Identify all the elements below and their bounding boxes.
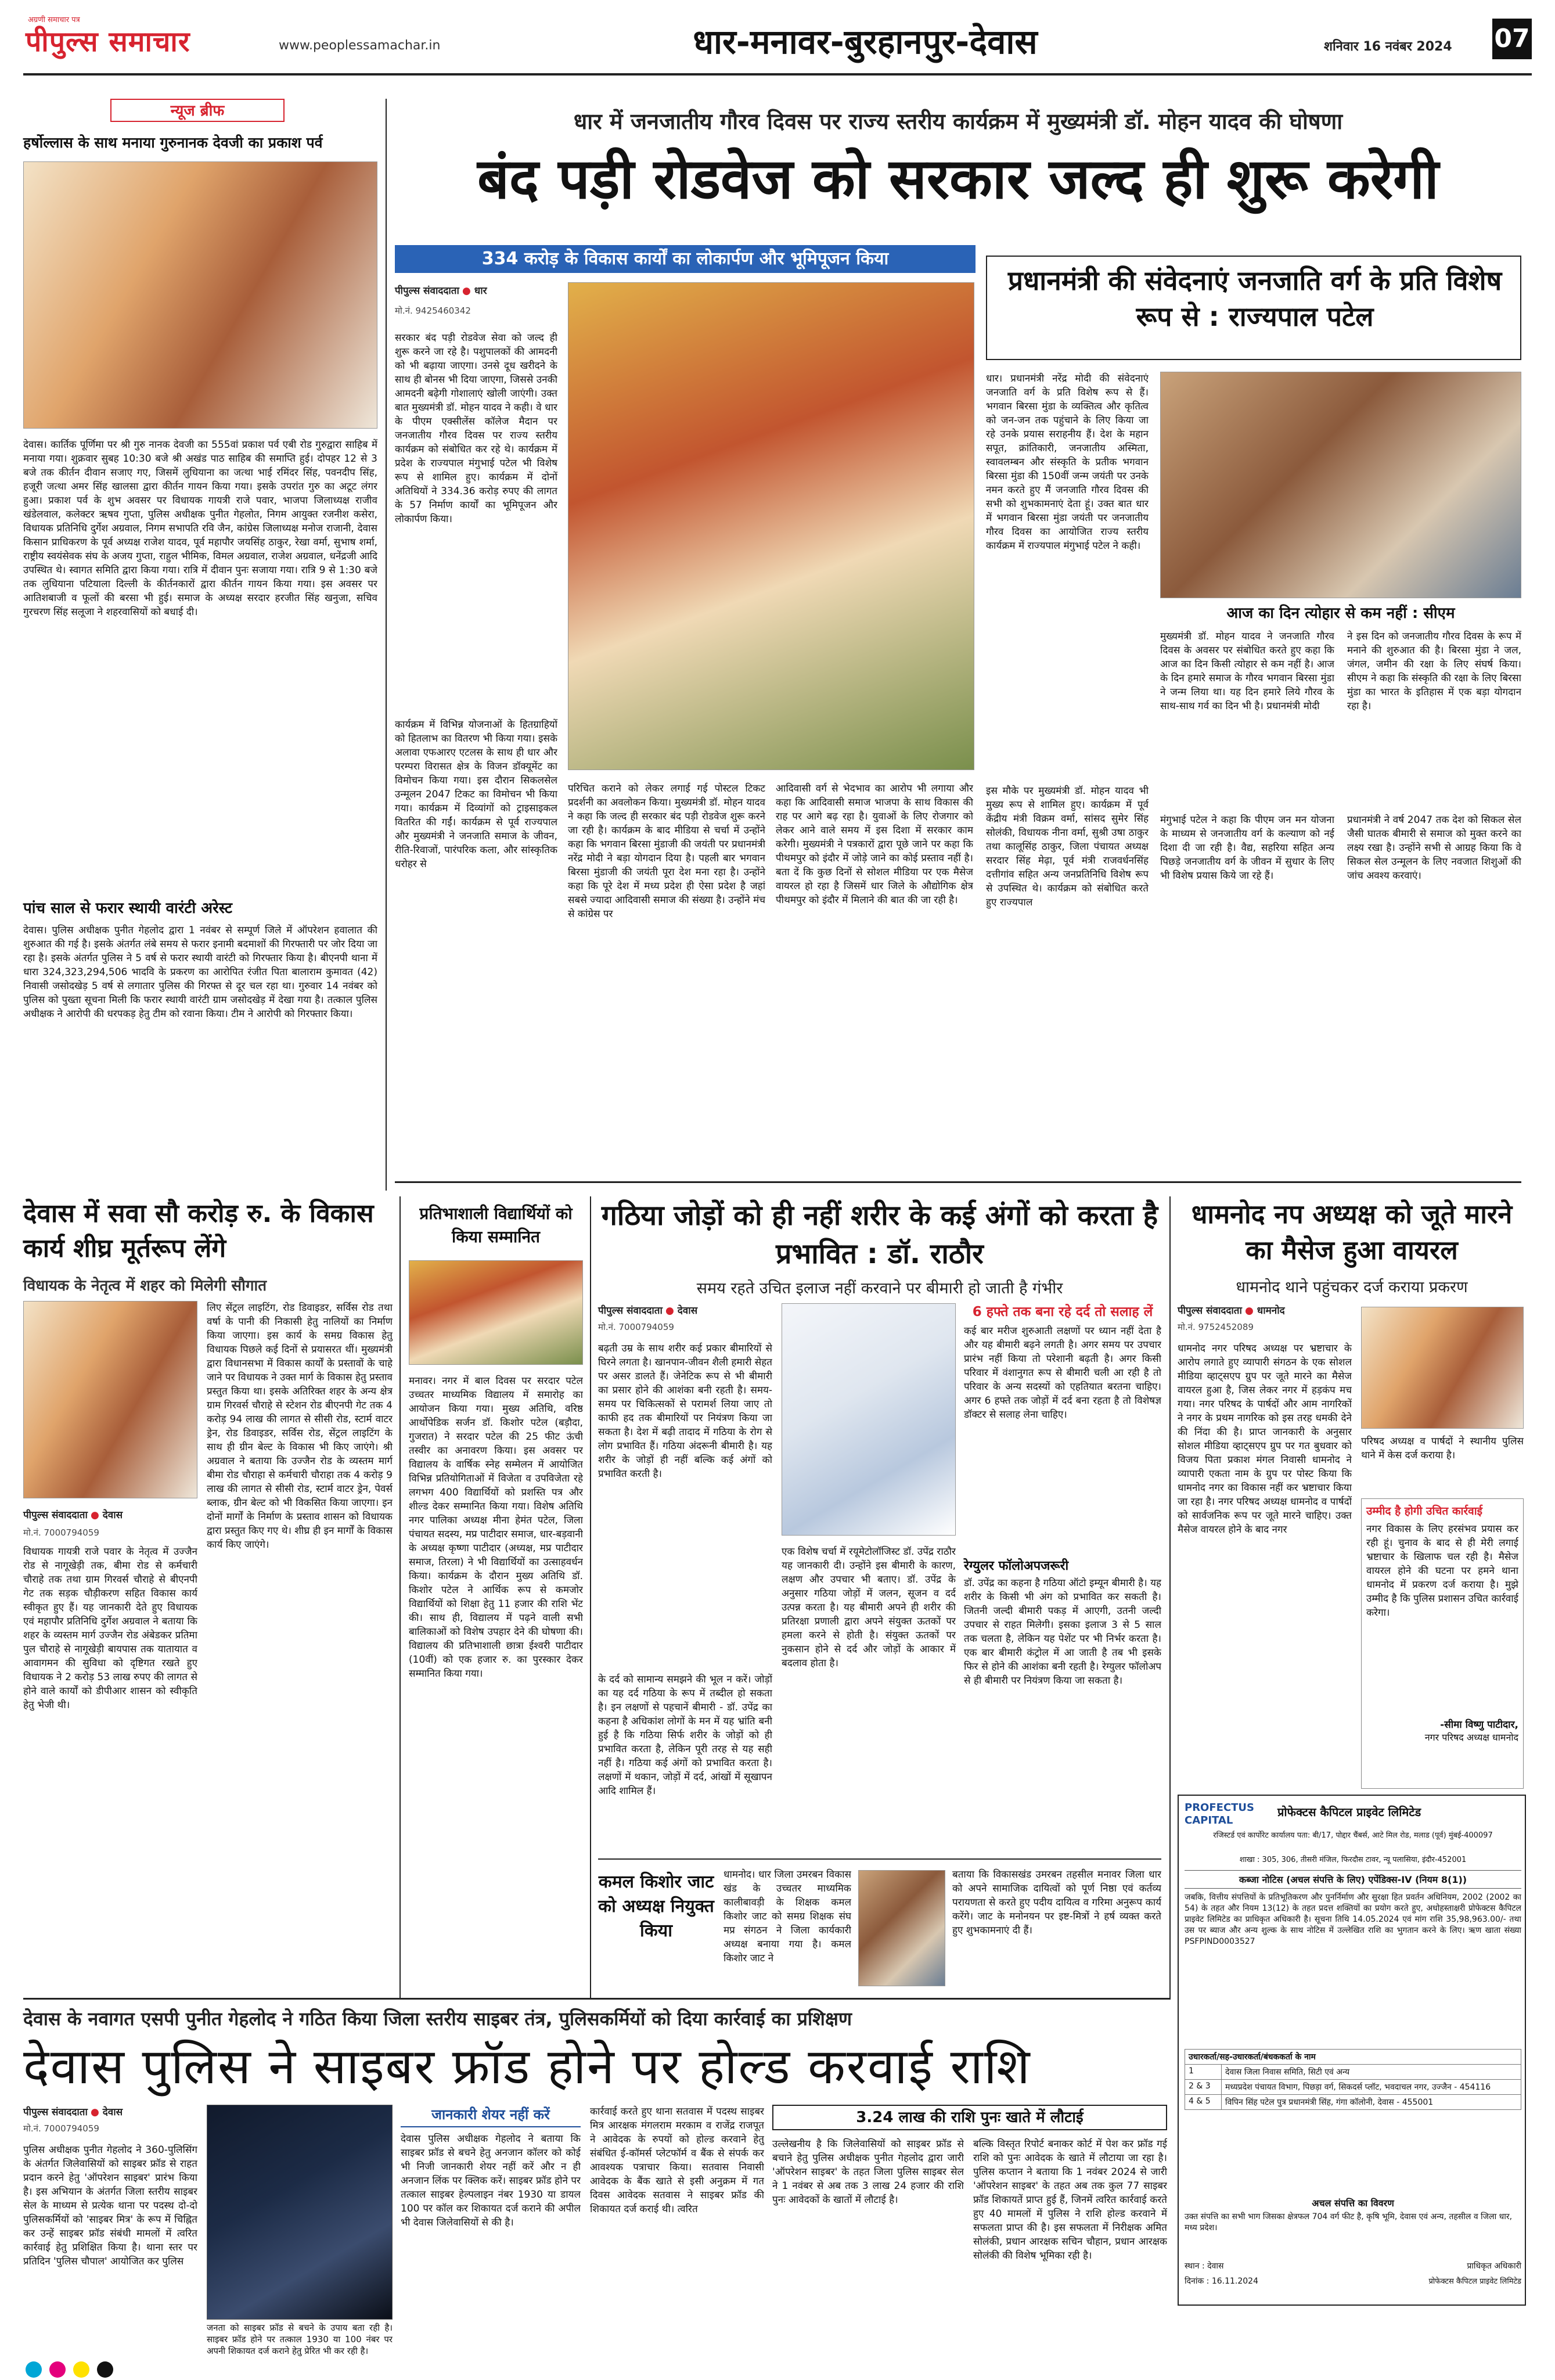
gov-headline: प्रधानमंत्री की संवेदनाएं जनजाति वर्ग के प्रति विशेष रूप से : राज्यपाल पटेल [1007,265,1502,332]
dhamnod-byline: पीपुल्स संवाददाता [1178,1305,1242,1317]
kamal-col1: धामनोद। धार जिला उमरबन विकास खंड के उच्चतर माध्यमिक कालीबावड़ी के शिक्षक कमल किशोर जाट को समग्र शिक्षक संघ मप्र संगठन ने जिला कार्यकारी अध्यक्ष बनाया गया है। कमल किशोर जाट ने [723,1869,851,1964]
gathiya-col1: बढ़ती उम्र के साथ शरीर कई प्रकार बीमारियों से घिरने लगता है। खानपान-जीवन शैली हमारी सेहत पर असर डालते हैं। जेनेटिक रूप से भी बीमारी का प्रसार होने की आशंका बनी रहती है। समय-समय पर चिकित्सकों से परामर्श लिया जाए तो काफी हद तक बीमारियों पर नियंत्रण किया जा सकता है। देश में बढ़ी तादाद में गठिया के रोग से लोग प्रभावित हैं। गठिया अंदरूनी बीमारी है। यह शरीर के जोड़ों ही नहीं बल्कि कई अंगों को प्रभावित करती है। [598,1343,772,1480]
notice-company: प्रोफेक्टस कैपिटल प्राइवेट लिमिटेड [1277,1805,1421,1819]
kamal-top-rule [598,1858,1161,1860]
dewas-place: देवास [102,1509,123,1521]
notice-row: 2 & 3 मध्यप्रदेश पंचायत विभाग, पिछड़ा वर्ग, सिकदर्स प्लॉट, भवदाचल नगर, उज्जैन - 454116 [1185,2080,1521,2095]
lead-kicker: धार में जनजातीय गौरव दिवस पर राज्य स्तरीय कार्यक्रम में मुख्यमंत्री डॉ. मोहन यादव की घोषणा [573,109,1343,134]
cyan-dot [26,2361,42,2378]
gathiya-box-title: 6 हफ्ते तक बना रहे दर्द तो सलाह लें [972,1304,1153,1320]
students-photo [409,1260,583,1365]
notice-date: दिनांक : 16.11.2024 [1185,2277,1258,2286]
notice-title: कब्जा नोटिस (अचल संपत्ति के लिए) एपेंडिक्स-IV (नियम 8(1)) [1185,1870,1521,1889]
lead-byline-block: पीपुल्स संवाददाता ● धार मो.नं. 9425460342 [395,283,546,317]
notice-table-header: उधारकर्ता/सह-उधारकर्ता/बंधककर्ता के नाम [1185,2050,1521,2065]
cyber-box2-title: 3.24 लाख की राशि पुनः खाते में लौटाई [772,2105,1167,2130]
masthead-rule [23,73,1532,76]
kamal-col2: बताया कि विकासखंड उमरबन तहसील मनावर जिला धार को अपने सामाजिक दायित्वों को पूर्ण निष्ठा एवं कर्तव्य परायणता से करते हुए पदीय दायित्व व गरिमा अनुरूप कार्य करेंगे। जाट के मनोनयन पर इष्ट-मित्रों ने हर्ष व्यक्त करते हुए शुभकामनाएं दी हैं। [952,1869,1161,1936]
cyber-place: देवास [102,2106,123,2118]
lead-photo-main [568,282,974,770]
dewas-col1: विधायक गायत्री राजे पवार के नेतृत्व में उज्जैन रोड से नागूखेड़ी तक, बीमा रोड से कर्मचारी चौराहे तक तथा ग्राम गिरवर्स चौराहे से बीएनपी गेट तक सड़क चौड़ीकरण सहित विकास कार्य स्वीकृत हुए हैं। यह जानकारी देते हुए विधायक एवं महापौर प्रतिनिधि दुर्गेश अग्रवाल ने बताया कि शहर के व्यस्तम मार्ग उज्जैन रोड अंबेडकर प्रतिमा पुल चौराहे से नागूखेड़ी बायपास तक यातायात व आवागमन की सुविधा को दृष्टिगत रखते हुए विधायक ने 2 करोड़ 53 लाख रुपए की लागत से होने वाले कार्यों को डीपीआर शासन को स्वीकृति हेतु भेजी थी। [23,1546,197,1711]
dhamnod-mobile: मो.नं. 9752452089 [1178,1322,1254,1332]
cyber-col3: कार्रवाई करते हुए थाना सतवास में पदस्थ साइबर मित्र आरक्षक मंगलराम मरकाम व राजेंद्र राजपूत ने आवेदक के रुपयों को होल्ड करवाने हेतु संबंधित ई-कॉमर्स प्लेटफॉर्म व बैंक से संपर्क कर आवश्यक पत्राचार किया। सतवास निवासी आवेदक के बैंक खाते से इसी अनुक्रम में गत दिवस आवेदक सतवास ने साइबर फ्रॉड की शिकायत दर्ज कराई थी। त्वरित [590,2106,764,2215]
lead-bottom-rule [395,1181,1521,1183]
cyber-box-body: देवास पुलिस अधीक्षक गेहलोद ने बताया कि साइबर फ्रॉड से बचने हेतु अनजान कॉलर को कोई भी निजी जानकारी शेयर नहीं करें और न ही अनजान लिंक पर क्लिक करें। साइबर फ्रॉड होने पर तत्काल साइबर हेल्पलाइन नंबर 1930 या डायल 100 पर कॉल कर शिकायत दर्ज कराने की अपील भी देवास जिलेवासियों से की है। [401,2133,581,2228]
gathiya-box-body: कई बार मरीज शुरुआती लक्षणों पर ध्यान नहीं देता है और यह बीमारी बढ़ने लगती है। अगर समय पर उपचार प्रारंभ नहीं किया तो परेशानी बढ़ती है। अगर किसी परिवार में वंशानुगत रूप से बीमारी चली आ रही है तो परिवार के अन्य सदस्यों को एहतियात बरतना चाहिए। अगर 6 हफ्ते तक जोड़ों में दर्द बना रहता है तो विशेषज्ञ डॉक्टर से सलाह लेना चाहिए। [964,1325,1161,1421]
notice-property-title: अचल संपत्ति का विवरण [1312,2198,1394,2209]
yellow-dot [73,2361,89,2378]
section-title: धार-मनावर-बुरहानपुर-देवास [693,22,1038,62]
notice-body: जबकि, वित्तीय संपत्तियों के प्रतिभूतिकरण और पुनर्निर्माण और सुरक्षा हित प्रवर्तन अधिनियम, 2002 (2002 का 54) के तहत और नियम 13(12) के तहत प्रदत्त शक्तियों का प्रयोग करते हुए, अधोहस्ताक्षरी प्रोफेक्टस कैपिटल प्राइवेट लिमिटेड का प्राधिकृत अधिकारी है। सूचना तिथि 14.05.2024 एवं मांग राशि 35,98,963.00/- तथा उस पर ब्याज और अन्य शुल्क के साथ नोटिस में उल्लेखित राशि का भुगतान करने के लिए। ऋण खाता संख्या PSFPIND0003527 [1185,1893,1521,1946]
page-number: 07 [1492,19,1532,59]
dewas-mobile: मो.नं. 7000794059 [23,1527,99,1538]
cyber-col1: पुलिस अधीक्षक पुनीत गेहलोद ने 360-पुलिसिंग के अंतर्गत जिलेवासियों को साइबर फ्रॉड से राहत प्रदान करने हेतु 'ऑपरेशन साइबर' प्रारंभ किया है। इस अभियान के अंतर्गत जिला स्तरीय साइबर सेल के माध्यम से प्रत्येक थाना पर पदस्थ दो-दो पुलिसकर्मियों को 'साइबर मित्र' के रूप में चिह्नित कर उन्हें साइबर फ्रॉड संबंधी मामलों में त्वरित कार्रवाई हेतु प्रशिक्षित किया है। थाना स्तर पर प्रतिदिन 'पुलिस चौपाल' आयोजित कर पुलिस [23,2144,197,2267]
magenta-dot [49,2361,66,2378]
gathiya-col2: एक विशेष चर्चा में रयूमेटोलॉजिस्ट डॉ. उपेंद्र राठौर यह जानकारी दी। उन्होंने इस बीमारी के कारण, लक्षण और उपचार भी बताए। डॉ. उपेंद्र के अनुसार गठिया जोड़ों में जलन, सूजन व दर्द उत्पन्न करता है। यह बीमारी अपने ही शरीर की प्रतिरक्षा प्रणाली द्वारा अपने संयुक्त ऊतकों पर हमला करने से होती है। संयुक्त ऊतकों पर नुकसान होने से दर्द और जोड़ों के आकार में बदलाव होता है। [782,1546,956,1669]
brief-1-body: देवास। कार्तिक पूर्णिमा पर श्री गुरु नानक देवजी का 555वां प्रकाश पर्व एबी रोड गुरुद्वारा साहिब में मनाया गया। शुक्रवार सुबह 10:30 बजे श्री अखंड पाठ साहिब की समाप्ति हुई। दोपहर 12 से 3 बजे तक कीर्तन दीवान सजाए गए, जिसमें लुधियाना का जत्था भाई रमिंदर सिंह, पवनदीप सिंह, हजूरी जत्था अमर सिंह खालसा द्वारा कीर्तन गायन किया गया। इसके उपरांत गुरु का अटूट लंगर हुआ। प्रकाश पर्व के शुभ अवसर पर विधायक गायत्री राजे पवार, भाजपा जिलाध्यक्ष राजीव खंडेलवाल, कलेक्टर ऋषव गुप्ता, पुलिस अधीक्षक पुनीत गेहलोत, निगम आयुक्त रजनीश कसेरा, विधायक प्रतिनिधि दुर्गेश अग्रवाल, निगम सभापति रवि जैन, कांग्रेस जिलाध्यक्ष मनोज राजानी, देवास किसान प्राधिकरण के पूर्व अध्यक्ष राजेश यादव, पूर्व महापौर जयसिंह ठाकुर, रेखा वर्मा, सुभाष शर्मा, राष्ट्रीय स्वयंसेवक संघ के अजय गुप्ता, राहुल भीमिक, विमल अग्रवाल, राजेश अग्रवाल, धनेंद्रजी आदि उपस्थित थे। स्वागत समिति द्वारा किया गया। रात्रि में दीवान पुनः सजाया गया। रात्रि 9 से 1:30 बजे तक लुधियाना पटियाला दिल्ली के कीर्तनकारों द्वारा कीर्तन गायन किया गया। इस अवसर पर आतिशबाजी व फूलों की बरसा भी हुई। समाज के अध्यक्ष सरदार हरजीत सिंह खनुजा, सचिव गुरचरण सिंह सलूजा ने शहरवासियों को बधाई दी। [23,439,377,618]
gathiya-col4-title: रेग्युलर फॉलोअपजरूरी [964,1559,1069,1573]
brand-tag: अग्रणी समाचार पत्र [28,16,80,24]
cyber-col4: उल्लेखनीय है कि जिलेवासियों को साइबर फ्रॉड से बचाने हेतु पुलिस अधीक्षक पुनीत गेहलोद द्वारा जारी 'ऑपरेशन साइबर' के तहत जिला पुलिस साइबर सेल ने 1 नवंबर से अब तक 3 लाख 24 हजार की राशि पुनः आवेदकों के खातों में लौटाई है। [772,2138,964,2206]
dhamnod-quote-box [1361,1498,1524,1789]
cm-box-title: आज का दिन त्योहार से कम नहीं : सीएम [1160,602,1521,625]
dewas-byline: पीपुल्स संवाददाता [23,1509,88,1521]
cyber-col5: बल्कि विस्तृत रिपोर्ट बनाकर कोर्ट में पेश कर फ्रॉड गई राशि को पुनः आवेदक के खाते में लौटाया जा रहा है। पुलिस कप्तान ने बताया कि 1 नवंबर 2024 से जारी 'ऑपरेशन साइबर' के तहत अब तक कुल 77 साइबर फ्रॉड शिकायतें प्राप्त हुई हैं, जिनमें त्वरित कार्रवाई करते हुए 40 मामलों में पुलिस ने राशि होल्ड करवाने में सफलता प्राप्त की है। इस सफलता में निरीक्षक अमित सोलंकी, प्रधान आरक्षक सचिन चौहान, प्रधान आरक्षक सोलंकी की विशेष भूमिका रही है। [973,2138,1167,2262]
notice-address: रजिस्टर्ड एवं कार्पोरेट कार्यालय पता: बी/17, पोद्दार चैंबर्स, आटे मिल रोड, मलाड (पूर्व) मुंबई-400097 [1213,1831,1493,1840]
brand-logo: पीपुल्स समाचार [26,26,190,58]
lead-col3: आदिवासी वर्ग से भेदभाव का आरोप भी लगाया और कहा कि आदिवासी समाज भाजपा के साथ विकास की राह पर आगे बढ़ रहा है। युवाओं के लिए रोजगार को लेकर आने वाले समय में इस दिशा में सरकार काम करेगी। मुख्यमंत्री ने पत्रकारों द्वारा पूछे जाने पर कहा कि पीथमपुर को इंदौर में जोड़े जाने का कोई प्रस्ताव नहीं है। बता दें कि कुछ दिनों से सोशल मीडिया पर एक मैसेज वायरल हो रहा है जिसमें धार जिले के औद्योगिक क्षेत्र पीथमपुर को इंदौर में मिलाने की बात की जा रही है। [776,783,973,906]
gathiya-byline-block: पीपुल्स संवाददाता ● देवास मो.नं. 7000794059 [598,1303,772,1333]
lead-strap: 334 करोड़ के विकास कार्यों का लोकार्पण और भूमिपूजन किया [395,245,976,273]
lead-col1b: कार्यक्रम में विभिन्न योजनाओं के हितग्राहियों को हितलाभ का वितरण भी किया गया। इसके अलावा एफआरए एटलस के साथ ही धार और परम्परा विरासत क्षेत्र के विजन डॉक्यूमेंट का विमोचन किया गया। इस दौरान सिकलसेल उन्मूलन 2047 टिकट का विमोचन भी किया गया। कार्यक्रम में दिव्यांगों को ट्राइसाइकल वितरित की गईं। कार्यक्रम से पूर्व राज्यपाल और मुख्यमंत्री ने जनजाति समाज के जीवन, रीति-रिवाजों, पारंपरिक कला, और सांस्कृतिक धरोहर से [395,719,557,870]
cyber-mobile: मो.नं. 7000794059 [23,2123,99,2134]
notice-sign: प्राधिकृत अधिकारी [1467,2262,1521,2271]
gov-col1: धार। प्रधानमंत्री नरेंद्र मोदी की संवेदनाएं जनजाति वर्ग के प्रति विशेष रूप से हैं। भगवान बिरसा मुंडा के व्यक्तित्व और कृतित्व को जन-जन तक पहुंचाने के लिए किया जा रहे उनके प्रयास सराहनीय हैं। देश के महान सपूत, क्रांतिकारी, जनजातीय अस्मिता, स्वावलम्बन और संस्कृति के प्रतीक भगवान बिरसा मुंडा की 150वीं जन्म जयंती पर उनके नमन करते हुए मैं जनजाति गौरव दिवस की सभी को शुभकामनाएं देता हूं। उक्त बात धार में भगवान बिरसा मुंडा जयंती पर जनजातीय गौरव दिवस का आयोजित राज्य स्तरीय कार्यक्रम में राज्यपाल मंगुभाई पटेल ने कही। [986,373,1149,552]
dhamnod-quote-by: -सीमा विष्णु पाटीदार, [1440,1719,1518,1731]
col-divider-3 [590,1196,591,1998]
lead-headline: बंद पड़ी रोडवेज को सरकार जल्द ही शुरू करेगी [477,146,1439,211]
gathiya-col3: के दर्द को सामान्य समझने की भूल न करें। जोड़ों का यह दर्द गठिया के रूप में तब्दील हो सकता है। इन लक्षणों से पहचानें बीमारी - डॉ. उपेंद्र का कहना है अधिकांश लोगों के मन में यह भ्रांति बनी हुई है कि गठिया सिर्फ शरीर के जोड़ों को ही प्रभावित करता है, लेकिन पूरी तरह से यह सही नहीं है। गठिया कई अंगों को प्रभावित करता है। लक्षणों में थकान, जोड़ों में दर्द, आंखों में सूखापन आदि शामिल हैं। [598,1674,772,1797]
dhamnod-photo [1361,1307,1524,1429]
brief-2-title: पांच साल से फरार स्थायी वारंटी अरेस्ट [23,900,233,917]
notice-table [1185,2049,1521,2110]
notice-row: 1 देवास जिला निवास समिति, सिटी एवं अन्य [1185,2065,1521,2080]
notice-place: स्थान : देवास [1185,2262,1224,2271]
dhamnod-place: धामनोद [1257,1305,1285,1317]
cyber-photo [207,2105,393,2320]
cyber-kicker: देवास के नवागत एसपी पुनीत गेहलोद ने गठित किया जिला स्तरीय साइबर तंत्र, पुलिसकर्मियों को दिया कार्रवाई का प्रशिक्षण [23,2008,852,2030]
lead-col2: परिचित कराने को लेकर लगाई गई पोस्टल टिकट प्रदर्शनी का अवलोकन किया। मुख्यमंत्री डॉ. मोहन यादव ने कहा कि जल्द ही सरकार बंद पड़ी रोडवेज शुरू करने जा रही है। कार्यक्रम के बाद मीडिया से चर्चा में उन्होंने कहा कि भगवान बिरसा मुंडाजी की जयंती पर प्रधानमंत्री नरेंद्र मोदी ने बड़ा योगदान दिया है। पहली बार भगवान बिरसा मुंडाजी की जयंती पूरा देश मना रहा है। उन्होंने कहा कि पूरे देश में मध्य प्रदेश ही ऐसा प्रदेश है जहां सबसे ज्यादा आदिवासी समाज की संख्या है। उन्होंने मंच से कांग्रेस पर [568,783,765,920]
cyber-col2: जनता को साइबर फ्रॉड से बचने के उपाय बता रही है। साइबर फ्रॉड होने पर तत्काल 1930 या 100 नंबर पर अपनी शिकायत दर्ज कराने हेतु प्रेरित भी कर रही है। [207,2323,393,2356]
brief-2-body: देवास। पुलिस अधीक्षक पुनीत गेहलोद द्वारा 1 नवंबर से सम्पूर्ण जिले में ऑपरेशन हवालात की शुरुआत की गई है। इसके अंतर्गत लंबे समय से फरार इनामी बदमाशों की गिरफ्तारी पर जोर दिया जा रहा है। इसके अंतर्गत पुलिस ने 5 वर्ष से फरार स्थायी वारंटी को गिरफ्तार किया है। बीएनपी थाना में धारा 324,323,294,506 भादवि के प्रकरण का आरोपित रंजीत पिता बालाराम कुमावत (42) निवासी जसोदखेड़ 5 वर्ष से लगातार पुलिस की गिरफ्त से दूर चल रहा था। गुरुवार 14 नवंबर को पुलिस को पुख्ता सूचना मिली कि फरार स्थायी वारंटी ग्राम जसोदखेड़ में देखा गया है। तत्काल पुलिस अधीक्षक ने आरोपी की धरपकड़ हेतु टीम को रवाना किया। टीम ने आरोपी को गिरफ्तार किया। [23,925,377,1020]
newsbrief-label: न्यूज ब्रीफ [110,99,285,122]
lead-byline: पीपुल्स संवाददाता [395,285,459,297]
notice-sign-company: प्रोफेक्टस कैपिटल प्राइवेट लिमिटेड [1428,2277,1521,2286]
lead-place: धार [474,285,487,297]
col-divider-4 [1169,1196,1171,1998]
legal-notice [1178,1795,1526,2306]
cyber-byline: पीपुल्स संवाददाता [23,2106,88,2118]
lead-mobile: मो.नं. 9425460342 [395,305,471,316]
gathiya-mobile: मो.नं. 7000794059 [598,1322,674,1332]
dewas-headline: देवास में सवा सौ करोड़ रु. के विकास कार्य शीघ्र मूर्तरूप लेंगे [23,1199,374,1263]
black-dot [97,2361,113,2378]
kamal-photo [858,1870,945,1986]
lead-col1: सरकार बंद पड़ी रोडवेज सेवा को जल्द ही शुरू करने जा रहे है। पशुपालकों की आमदनी को भी बढ़ाया जाएगा। उनसे दूध खरीदने के साथ ही बोनस भी दिया जाएगा, जिससे उनकी आमदनी बढ़ेगी गोशालाएं खोली जाएंगी। उक्त बात मुख्यमंत्री डॉ. मोहन यादव ने कही। वे धार के पीएम एक्सीलेंस कॉलेज मैदान पर जनजातीय गौरव दिवस पर राज्य स्तरीय कार्यक्रम को संबोधित कर रहे थे। कार्यक्रम में प्रदेश के राज्यपाल मंगुभाई पटेल भी विशेष रूप से शामिल हुए। कार्यक्रम में दोनों अतिथियों ने 334.36 करोड़ रुपए की लागत के 57 निर्माण कार्यों का भूमिपूजन और लोकार्पण किया। [395,332,557,525]
notice-logo: PROFECTUS CAPITAL [1185,1802,1255,1827]
gathiya-col4: डॉ. उपेंद्र का कहना है गठिया ऑटो इम्यून बीमारी है। यह शरीर के किसी भी अंग को प्रभावित कर सकती है। जितनी जल्दी बीमारी पकड़ में आएगी, उतनी जल्दी उपचार से राहत मिलेगी। इसका इलाज 3 से 5 साल तक चलता है, लेकिन यह पेशेंट पर भी निर्भर करता है। एक बार बीमारी कंट्रोल में आ जाती है तब भी इसके फिर से होने की आशंका बनी रहती है। रेग्युलर फॉलोअप से ही बीमारी पर नियंत्रण किया जा सकता है। [964,1577,1161,1687]
gov-col3: मंगुभाई पटेल ने कहा कि पीएम जन मन योजना के माध्यम से जनजातीय वर्ग के कल्याण को नई दिशा दी जा रही है। वैद्य, सहरिया सहित अन्य पिछड़े जनजातीय वर्ग के जीवन में सुधार के लिए भी विशेष प्रयास किये जा रहे हैं। [1160,814,1334,882]
students-body: मनावर। नगर में बाल दिवस पर सरदार पटेल उच्चतर माध्यमिक विद्यालय में समारोह का आयोजन किया गया। मुख्य अतिथि, वरिष्ठ आर्थोपेडिक सर्जन डॉ. किशोर पटेल (बड़ौदा, गुजरात) ने सरदार पटेल की 25 फीट ऊंची तस्वीर का अनावरण किया। इस अवसर पर विद्यालय के वार्षिक स्नेह सम्मेलन में आयोजित विभिन्न प्रतियोगिताओं में विजेता व उपविजेता रहे लगभग 400 विद्यार्थियों को प्रशस्ति पत्र और शील्ड देकर सम्मानित किया गया। विशेष अतिथि नगर पालिका अध्यक्ष मीना हेमंत पटेल, जिला पंचायत सदस्य, मप्र पाटीदार समाज, धार-बड़वानी के अध्यक्ष कृष्णा पाटीदार (अध्यक्ष, मप्र पाटीदार समाज, तिरला) ने भी विद्यार्थियों का उत्साहवर्धन किया। कार्यक्रम के दौरान मुख्य अतिथि डॉ. किशोर पटेल ने आर्थिक रूप से कमजोर विद्यार्थियों को शिक्षा हेतु 11 हजार की राशि भेंट की। साथ ही, विद्यालय में पढ़ने वाली सभी बालिकाओं को विशेष उपहार देने की घोषणा की। विद्यालय की प्रतिभाशाली छात्रा ईश्वरी पाटीदार (10वीं) को एक हजार रु. का पुरस्कार देकर सम्मानित किया गया। [409,1375,583,1680]
cyber-headline: देवास पुलिस ने साइबर फ्रॉड होने पर होल्ड करवाई राशि [23,2038,1031,2095]
gathiya-headline: गठिया जोड़ों को ही नहीं शरीर के कई अंगों को करता है प्रभावित : डॉ. राठौर [601,1199,1158,1270]
website: www.peoplessamachar.in [279,38,441,53]
cyber-box-title: जानकारी शेयर नहीं करें [401,2105,581,2127]
dewas-sub: विधायक के नेतृत्व में शहर को मिलेगी सौगात [23,1277,267,1295]
newsbrief-column [23,99,377,1191]
gathiya-box [964,1303,1161,1547]
cyber-byline-block: पीपुल्स संवाददाता ● देवास मो.नं. 7000794059 [23,2105,197,2134]
dhamnod-quote-title: उम्मीद है होगी उचित कार्रवाई [1366,1505,1482,1518]
students-title: प्रतिभाशाली विद्यार्थियों को किया सम्मानित [419,1204,573,1246]
dhamnod-quote: नगर विकास के लिए हरसंभव प्रयास कर रही हूं। चुनाव के बाद से ही मेरी लगाई भ्रष्टाचार के खिलाफ चल रही है। मैसेज वायरल होने की घटना पर हमने थाना धामनोद में प्रकरण दर्ज कराया है। मुझे उम्मीद है कि पुलिस प्रशासन उचित कार्रवाई करेगा। [1366,1523,1518,1619]
gov-photo [1160,372,1521,598]
dewas-photo [23,1301,197,1498]
notice-branch: शाखा : 305, 306, तीसरी मंजिल, फिरदौस टावर, न्यू पलासिया, इंदौर-452001 [1239,1856,1467,1864]
col-divider-2 [399,1196,401,1998]
cyber-top-rule [23,1998,1171,2000]
dewas-byline-block: पीपुल्स संवाददाता ● देवास मो.नं. 7000794059 [23,1508,197,1538]
dhamnod-quote-role: नगर परिषद अध्यक्ष धामनोद [1424,1732,1518,1743]
brief-1-title: हर्षोल्लास के साथ मनाया गुरुनानक देवजी का प्रकाश पर्व [23,134,323,151]
cm-box-col2: ने इस दिन को जनजातीय गौरव दिवस के रूप में मनाने की शुरुआत की है। बिरसा मुंडा ने जल, जंगल, जमीन की रक्षा के लिए संघर्ष किया। सीएम ने कहा कि संस्कृति की रक्षा के लिए बिरसा मुंडा का भारत के इतिहास में एक बड़ा योगदान रहा है। [1347,631,1521,712]
dhamnod-caption: परिषद अध्यक्ष व पार्षदों ने स्थानीय पुलिस थाने में केस दर्ज कराया है। [1361,1436,1524,1461]
gov-col4: प्रधानमंत्री ने वर्ष 2047 तक देश को सिकल सेल जैसी घातक बीमारी से समाज को मुक्त करने का लक्ष्य रखा है। उन्होंने सभी से आग्रह किया कि वे सिकल सेल उन्मूलन के लिए नवजात शिशुओं की जांच अवश्य करवाएं। [1347,814,1521,882]
col-divider-1 [386,99,387,1191]
cyber-box [401,2105,581,2360]
dhamnod-byline-block: पीपुल्स संवाददाता ● धामनोद मो.नं. 9752452089 [1178,1303,1352,1333]
registration-marks [23,2361,1532,2378]
gathiya-doctor-photo [782,1303,956,1536]
kamal-title: कमल किशोर जाट को अध्यक्ष नियुक्त किया [598,1872,714,1941]
dewas-col2: लिए सेंट्रल लाइटिंग, रोड डिवाइडर, सर्विस रोड तथा वर्षा के पानी की निकासी हेतु नालियों का निर्माण किया जाएगा। इस कार्य के समग्र विकास हेतु विधायक पिछले कई दिनों से प्रयासरत थीं। मुख्यमंत्री द्वारा विधानसभा में विकास कार्यों के प्रस्तावों के चाहे जाने पर विधायक ने उक्त मार्ग के विकास हेतु प्रस्ताव प्रस्तुत किया था। इसके अतिरिक्त शहर के अन्य क्षेत्र ग्राम गिरवर्स चौराहे से स्टेशन रोड बीएनपी गेट तक 4 करोड़ 94 लाख की लागत से सीसी रोड, स्टार्म वाटर ड्रेन, रोड डिवाइडर, सर्विस रोड, सेंट्रल लाइटिंग के साथ ही ग्रीन बेल्ट के विकास भी किए जाएंगे। श्री अग्रवाल ने बताया कि उज्जैन रोड के व्यस्तम मार्ग बीमा रोड चौराहा से कर्मचारी चौराहा तक 4 करोड़ 9 लाख की लागत से सीसी रोड, स्टार्म वाटर ड्रेन, पेवर्स ब्लाक, ग्रीन बेल्ट को भी विकसित किया जाएगा। इन दोनों मार्गों के निर्माण के प्रस्ताव शासन को विधायक द्वारा प्रस्तुत किए गए थे। शीघ्र ही इन मार्गों के विकास कार्य किए जाएंगे। [207,1302,393,1551]
page-date: शनिवार 16 नवंबर 2024 [1324,39,1452,54]
dhamnod-sub: धामनोद थाने पहुंचकर दर्ज कराया प्रकरण [1236,1278,1468,1296]
dhamnod-headline: धामनोद नप अध्यक्ष को जूते मारने का मैसेज हुआ वायरल [1191,1199,1513,1266]
masthead [23,14,1532,72]
cm-box-col1: मुख्यमंत्री डॉ. मोहन यादव ने जनजाति गौरव दिवस के अवसर पर संबोधित करते हुए कहा कि आज का दिन किसी त्योहार से कम नहीं है। आज के दिन हमारे समाज के गौरव भगवान बिरसा मुंडा ने जन्म लिया था। यह दिन हमारे लिये गौरव के साथ-साथ गर्व का दिन भी है। प्रधानमंत्री मोदी [1160,631,1334,712]
brief-1-photo [23,161,377,429]
notice-row: 4 & 5 विपिन सिंह पटेल पुत्र प्रधानमंत्री सिंह, गंगा कॉलोनी, देवास - 455001 [1185,2095,1521,2110]
gathiya-place: देवास [677,1305,698,1317]
dhamnod-col1: धामनोद नगर परिषद अध्यक्ष पर भ्रष्टाचार के आरोप लगाते हुए व्यापारी संगठन के एक सोशल मीडिया व्हाट्सएप ग्रुप पर जूते मारने का मैसेज वायरल हुआ है, जिस लेकर नगर में हड़कंप मच गया। नगर परिषद के पार्षदों और आम नागरिकों ने नगर के प्रथम नागरिक को इस तरह धमकी देने की निंदा की है। प्राप्त जानकारी के अनुसार सोशल मीडिया व्हाट्सएप ग्रुप पर गत बुधवार को विजय पिता प्रकाश मंगल निवासी धामनोद ने व्यापारी एकता नाम के ग्रुप पर पोस्ट किया कि धामनोद नगर का विकास नहीं कर भ्रष्टाचार किया जा रहा है। नगर परिषद अध्यक्ष धामनोद व पार्षदों को सार्वजनिक रूप पर जूते मारने चाहिए। उक्त मैसेज वायरल होने के बाद नगर [1178,1343,1352,1536]
gov-col2: इस मौके पर मुख्यमंत्री डॉ. मोहन यादव भी मुख्य रूप से शामिल हुए। कार्यक्रम में पूर्व केंद्रीय मंत्री विक्रम वर्मा, सांसद सुमेर सिंह सोलंकी, विधायक नीना वर्मा, सुश्री उषा ठाकुर तथा कालूसिंह ठाकुर, जिला पंचायत अध्यक्ष सरदार सिंह मेढ़ा, पूर्व मंत्री राजवर्धनसिंह दत्तीगांव सहित अन्य जनप्रतिनिधि विशेष रूप से उपस्थित थे। कार्यक्रम को संबोधित करते हुए राज्यपाल [986,785,1149,908]
gathiya-byline: पीपुल्स संवाददाता [598,1305,663,1317]
notice-property: उक्त संपत्ति का सभी भाग जिसका क्षेत्रफल 704 वर्ग फीट है, कृषि भूमि, देवास एवं अन्य, तहसील व जिला धार, मध्य प्रदेश। [1185,2212,1513,2232]
gathiya-sub: समय रहते उचित इलाज नहीं करवाने पर बीमारी हो जाती है गंभीर [696,1279,1063,1297]
gov-headline-box [986,256,1521,360]
